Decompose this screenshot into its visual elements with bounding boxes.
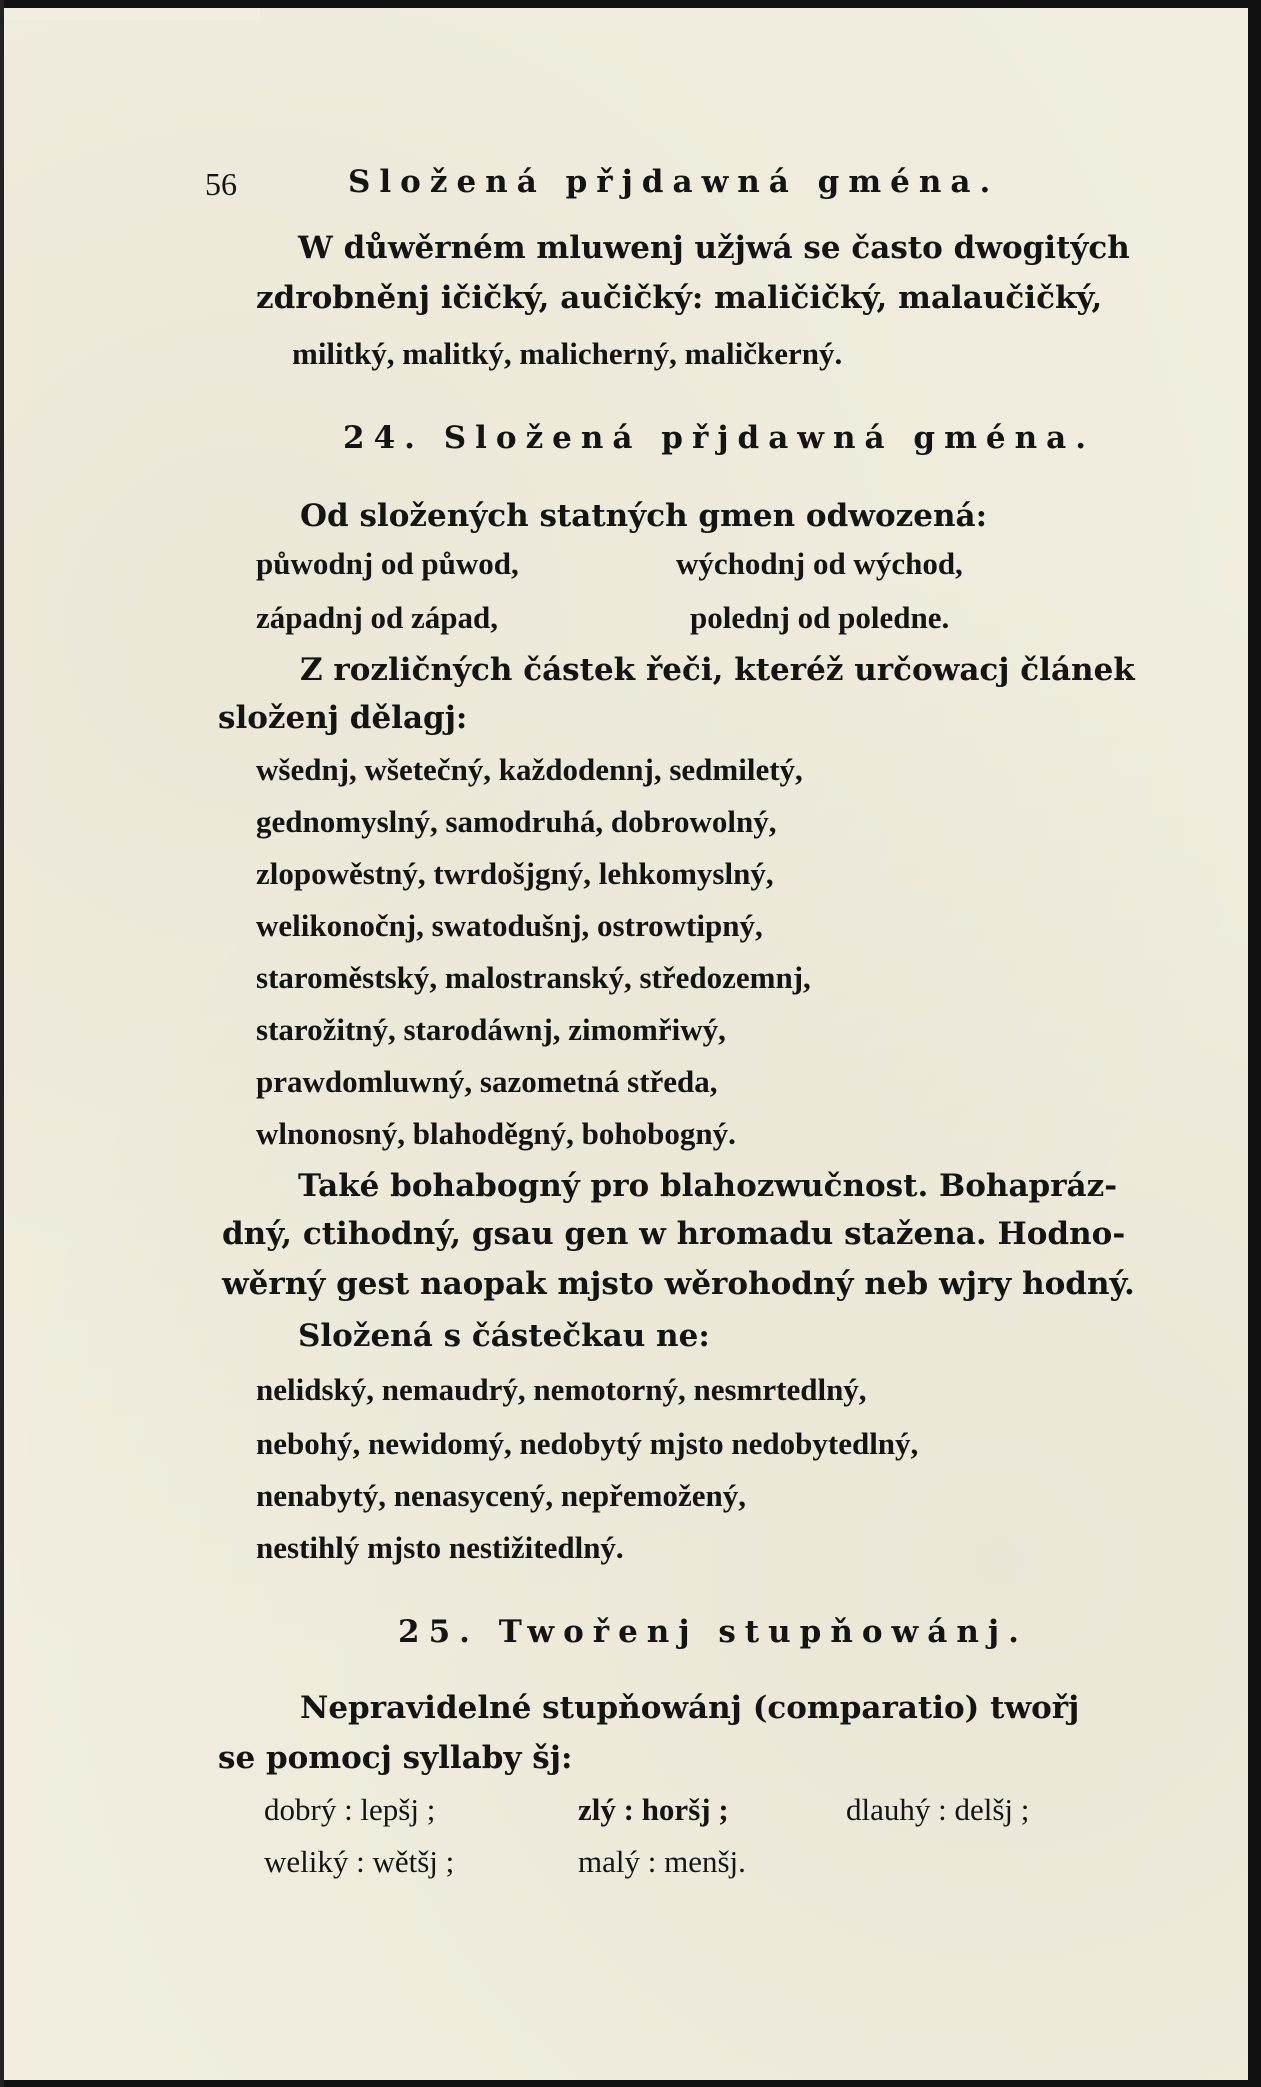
compound-list-item: prawdomluwný, sazometná středa, xyxy=(256,1064,718,1099)
comparison-pair: dobrý : lepšj ; xyxy=(264,1792,436,1827)
ne-list-item: nelidský, nemaudrý, nemotorný, nesmrtedlný, xyxy=(256,1372,867,1407)
note-line-1: Také bohabogný pro blahozwučnost. Bohapráz- xyxy=(298,1168,1118,1204)
compound-list-item: welikonočnj, swatodušnj, ostrowtipný, xyxy=(256,908,763,943)
note-line-2: dný, ctihodný, gsau gen w hromadu stažena. Hodno- xyxy=(222,1216,1126,1252)
section-24-title: 24. Složená přjdawná gména. xyxy=(343,420,1096,456)
comparison-pair: zlý : horšj ; xyxy=(578,1792,729,1827)
running-title: Složená přjdawná gména. xyxy=(348,164,1000,200)
comparison-pair: weliký : wětšj ; xyxy=(264,1844,455,1879)
compound-list-item: staroměstský, malostranský, středozemnj, xyxy=(256,960,811,995)
book-page xyxy=(0,8,1248,2080)
intro-line-3: militký, malitký, malicherný, maličkerný. xyxy=(292,336,843,371)
compound-list-item: starožitný, starodáwnj, zimomřiwý, xyxy=(256,1012,726,1047)
derived-pair-2-right: polednj od poledne. xyxy=(690,600,950,635)
comparison-pair: malý : menšj. xyxy=(578,1844,746,1879)
page-number: 56 xyxy=(205,166,237,202)
note-line-3: wěrný gest naopak mjsto wěrohodný neb wjry hodný. xyxy=(222,1266,1135,1302)
compound-list-item: zlopowěstný, twrdošjgný, lehkomyslný, xyxy=(256,856,774,891)
derived-pair-2-left: západnj od západ, xyxy=(256,600,499,635)
derived-pair-1-right: wýchodnj od wýchod, xyxy=(676,546,963,581)
derived-pair-1-left: půwodnj od půwod, xyxy=(256,546,519,581)
intro-line-2: zdrobněnj ičičký, aučičký: maličičký, malaučičký, xyxy=(256,280,1103,316)
section-25-title: 25. Twořenj stupňowánj. xyxy=(398,1614,1028,1650)
parts-line-2: složenj dělagj: xyxy=(218,700,468,736)
compound-list-item: wšednj, wšetečný, každodennj, sedmiletý, xyxy=(256,752,803,787)
comparison-pair: dlauhý : delšj ; xyxy=(846,1792,1030,1827)
scan-border xyxy=(0,0,4,2087)
comparison-line-2: se pomocj syllaby šj: xyxy=(218,1740,573,1776)
ne-intro: Složená s částečkau ne: xyxy=(298,1318,710,1354)
intro-line-1: W důwěrném mluwenj užjwá se často dwogitých xyxy=(298,230,1130,266)
page-edge xyxy=(0,8,260,20)
derived-intro: Od složených statných gmen odwozená: xyxy=(300,498,988,534)
parts-line-1: Z rozličných částek řeči, kteréž určowacj článek xyxy=(300,652,1135,688)
ne-list-item: nebohý, newidomý, nedobytý mjsto nedobytedlný, xyxy=(256,1426,919,1461)
comparison-line-1: Nepravidelné stupňowánj (comparatio) twořj xyxy=(300,1690,1080,1726)
ne-list-item: nestihlý mjsto nestižitedlný. xyxy=(256,1530,624,1565)
compound-list-item: gednomyslný, samodruhá, dobrowolný, xyxy=(256,804,777,839)
ne-list-item: nenabytý, nenasycený, nepřemožený, xyxy=(256,1478,746,1513)
compound-list-item: wlnonosný, blahoděgný, bohobogný. xyxy=(256,1116,736,1151)
